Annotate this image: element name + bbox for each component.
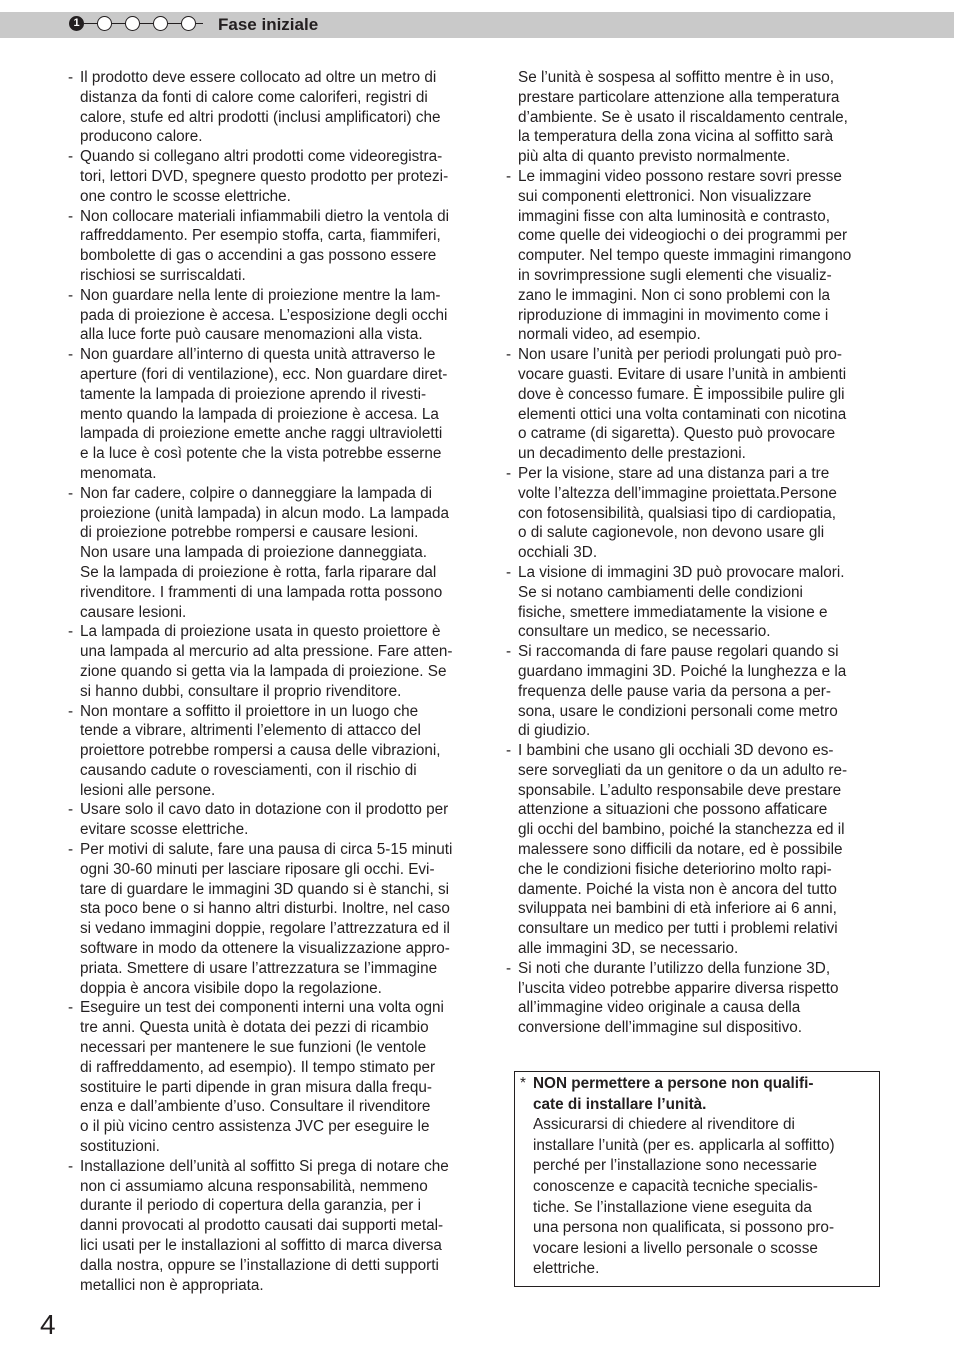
list-item: - Non far cadere, colpire o danneggiare la lampada di proiezione (unità lampada) in alcun modo. La lampada di proiezione potrebbe rompersi e causare lesioni. Non usare una lampada di proiezione danneggiata. Se la lampada di proiezione è rotta, farla riparare dal rivenditore. I frammenti di una lampada rotta possono causare lesioni. — [66, 484, 502, 623]
list-item: - Non montare a soffitto il proiettore in un luogo che tende a vibrare, altrimenti l’elemento di attacco del proiettore potrebbe rompersi a causa delle vibrazioni, causando cadute o rovesciamenti, con il rischio di lesioni alle persone. — [66, 702, 502, 801]
list-item: - Eseguire un test dei componenti interni una volta ogni tre anni. Questa unità è dotata dei pezzi di ricambio necessari per mantenere le sue funzioni (le ventole di raffreddamento, ad esempio). Il tempo stimato per sostituire le parti dipende in gran misura dalla frequ- enza e dall’ambiente d’uso. Consultare il rivenditore o il più vicino centro assistenza JVC per eseguire le sostituzioni. — [66, 998, 502, 1156]
installation-notice-box — [514, 1071, 880, 1287]
list-item: - Per motivi di salute, fare una pausa di circa 5-15 minuti ogni 30-60 minuti per lasciare riposare gli occhi. Evi- tare di guardare le immagini 3D quando si è stanchi, si sta poco bene o si hanno altri disturbi. Inoltre, nel caso si vedano immagini doppie, regolare l’attrezzatura ed il software in modo da ottenere la visualizzazione appro- priata. Smettere di usare l’attrezzatura se l’immagine doppia è ancora visibile dopo la regolazione. — [66, 840, 502, 998]
list-item: - I bambini che usano gli occhiali 3D devono es- sere sorvegliati da un genitore o da un adulto re- sponsabile. L’adulto responsabile deve prestare attenzione a situazioni che possono affaticare gli occhi del bambino, poiché la stanchezza ed il malessere sono difficili da notare, ed è possibile che le condizioni fisiche deteriorino molto rapi- damente. Poiché la vista non è ancora del tutto sviluppata nei bambini di età inferiore ai 6 anni, consultare un medico per tutti i problemi relativi alle immagini 3D, se necessario. — [504, 741, 896, 959]
step-circle — [181, 16, 196, 31]
step-circle — [125, 16, 140, 31]
notice-asterisk: * — [520, 1075, 526, 1092]
notice-title: NON permettere a persone non qualifi- cate di installare l’unità. — [533, 1075, 814, 1113]
list-item: - Le immagini video possono restare sovri presse sui componenti elettronici. Non visualizzare immagini fisse con alta luminosità e contrasto, come quelle dei videogiochi o dei programmi per computer. Nel tempo queste immagini rimangono in sovrimpressione sugli elementi che visualiz- zano le immagini. Non ci sono problemi con la riproduzione di immagini in movimento come i normali video, ad esempio. — [504, 167, 896, 345]
step-connector — [140, 23, 153, 24]
list-item: - Quando si collegano altri prodotti come videoregistra- tori, lettori DVD, spegnere questo prodotto per protezi- one contro le scosse elettriche. — [66, 147, 502, 206]
list-item: - Il prodotto deve essere collocato ad oltre un metro di distanza da fonti di calore come caloriferi, registri di calore, stufe ed altri prodotti (inclusi amplificatori) che producono calore. — [66, 68, 502, 147]
step-connector — [84, 23, 97, 24]
list-item: - Non guardare all’interno di questa unità attraverso le aperture (fori di ventilazione), ecc. Non guardare diret- tamente la lampada di proiezione aprendo il rivesti- mento quando la lampada di proiezione è accesa. La lampada di proiezione emette anche raggi ultravioletti e la luce è così potente che la vista potrebbe esserne menomata. — [66, 345, 502, 484]
page-number: 4 — [40, 1309, 56, 1340]
list-item: - Non usare l’unità per periodi prolungati può pro- vocare guasti. Evitare di usare l’unità in ambienti dove è concesso fumare. È impossibile pulire gli elementi ottici una volta contaminati con nicotina o catrame (di sigaretta). Questo può provocare un decadimento delle prestazioni. — [504, 345, 896, 464]
list-item: - Usare solo il cavo dato in dotazione con il prodotto per evitare scosse elettriche. — [66, 800, 502, 840]
list-item: - Per la visione, stare ad una distanza pari a tre volte l’altezza dell’immagine proiettata.Persone con fotosensibilità, qualsiasi tipo di cardiopatia, o di salute cagionevole, non devono usare gli occhiali 3D. — [504, 464, 896, 563]
left-column — [66, 68, 502, 1295]
list-item: - Si noti che durante l’utilizzo della funzione 3D, l’uscita video potrebbe apparire diversa rispetto all’immagine video originale a causa della conversione dell’immagine sul dispositivo. — [504, 959, 896, 1038]
step-circle — [153, 16, 168, 31]
list-item: - Si raccomanda di fare pause regolari quando si guardano immagini 3D. Poiché la lunghezza e la frequenza delle pause varia da persona a per- sona, usare le condizioni personali come metro di giudizio. — [504, 642, 896, 741]
step-connector — [168, 23, 181, 24]
list-item-continuation: Se l’unità è sospesa al soffitto mentre è in uso, prestare particolare attenzione alla temperatura d’ambiente. Se è usato il riscaldamento centrale, la temperatura della zona vicina al soffitto sarà più alta di quanto previsto normalmente. — [518, 69, 848, 166]
section-header — [0, 12, 954, 38]
right-column — [504, 68, 896, 1038]
list-item: - La lampada di proiezione usata in questo proiettore è una lampada al mercurio ad alta pressione. Fare atten- zione quando si getta via la lampada di proiezione. Se si hanno dubbi, consultare il proprio rivenditore. — [66, 622, 502, 701]
step-circle-active: 1 — [69, 16, 84, 31]
step-circle — [97, 16, 112, 31]
notice-body: Assicurarsi di chiedere al rivenditore di installare l’unità (per es. applicarla al soffitto) perché per l’installazione sono necessarie conoscenze e capacità tecniche specialis- tiche. Se l’installazione viene eseguita da una persona non qualificata, si possono pro- vocare lesioni a livello personale o scosse elettriche. — [533, 1116, 835, 1278]
list-item: - Installazione dell’unità al soffitto Si prega di notare che non ci assumiamo alcuna responsabilità, nemmeno durante il periodo di copertura della garanzia, per i danni provocati al prodotto causati dai supporti metal- lici usati per le installazioni al soffitto di marca diversa dalla nostra, oppure se l’installazione di detti supporti metallici non è appropriata. — [66, 1157, 502, 1296]
step-connector — [196, 23, 203, 24]
section-title: Fase iniziale — [218, 15, 319, 34]
list-item: - La visione di immagini 3D può provocare malori. Se si notano cambiamenti delle condizioni fisiche, smettere immediatamente la visione e consultare un medico, se necessario. — [504, 563, 896, 642]
step-connector — [112, 23, 125, 24]
list-item: - Non guardare nella lente di proiezione mentre la lam- pada di proiezione è accesa. L’esposizione degli occhi alla luce forte può causare menomazioni alla vista. — [66, 286, 502, 345]
list-item: - Non collocare materiali infiammabili dietro la ventola di raffreddamento. Per esempio stoffa, carta, fiammiferi, bombolette di gas o accendini a gas possono essere rischiosi se surriscaldati. — [66, 207, 502, 286]
